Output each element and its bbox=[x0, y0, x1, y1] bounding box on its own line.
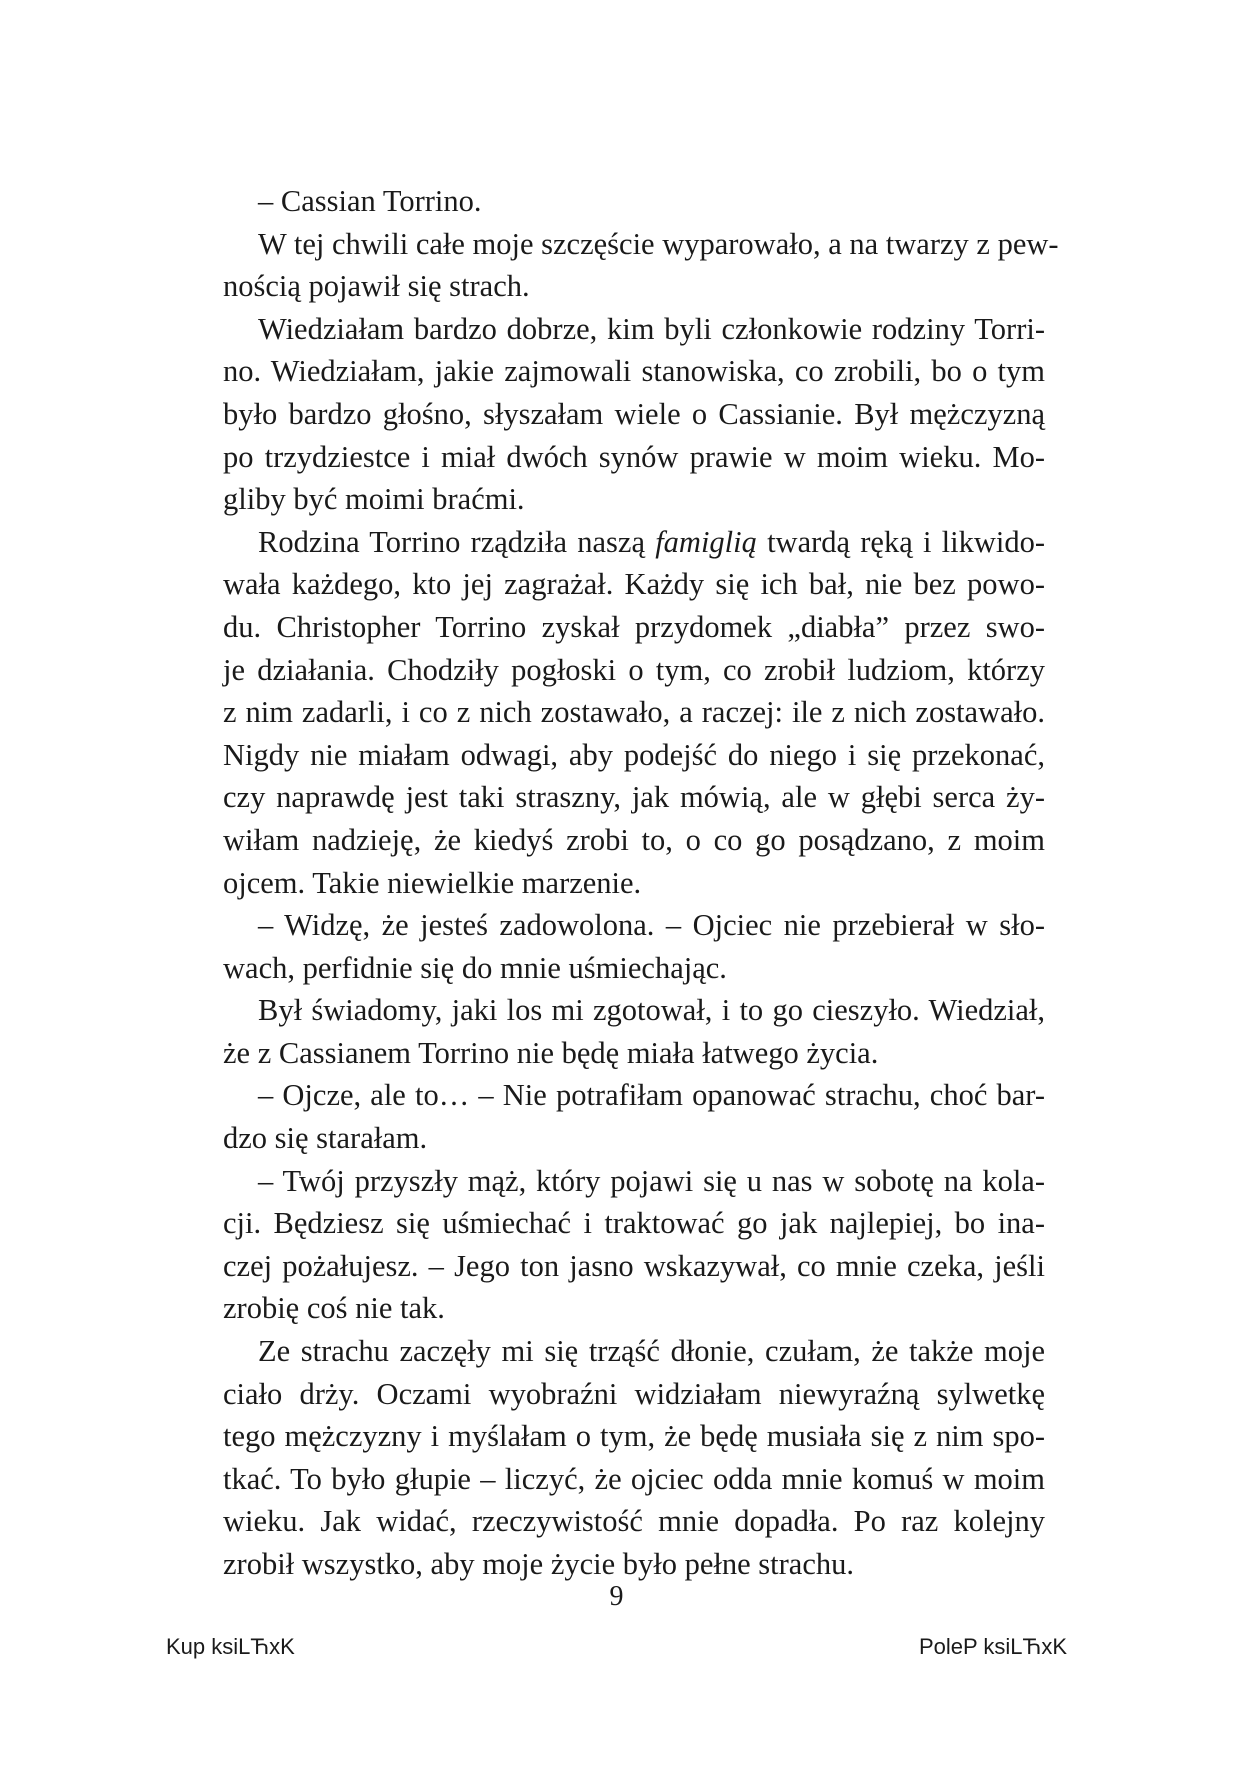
text-line: nością pojawił się strach. bbox=[223, 269, 530, 304]
text-line: tkać. To było głupie – liczyć, że ojciec odda mnie komuś w moim bbox=[223, 1461, 1045, 1496]
text-segment: twardą ręką i likwido- bbox=[756, 524, 1045, 559]
text-line: Nigdy nie miałam odwagi, aby podejść do niego i się przekonać, bbox=[223, 737, 1045, 772]
body-text bbox=[223, 180, 1059, 1586]
text-line: dzo się starałam. bbox=[223, 1121, 428, 1156]
text-line bbox=[223, 521, 1045, 564]
footer-buy-link[interactable]: Kup ksiLЋxK bbox=[166, 1634, 295, 1659]
text-line: wała każdego, kto jej zagrażał. Każdy się ich bał, nie bez powo- bbox=[223, 567, 1045, 602]
text-line: czej pożałujesz. – Jego ton jasno wskazywał, co mnie czeka, jeśli bbox=[223, 1248, 1045, 1283]
footer-recommend-link[interactable]: PoleP ksiLЋxK bbox=[918, 1634, 1067, 1659]
text-line: – Twój przyszły mąż, który pojawi się u nas w sobotę na kola- bbox=[258, 1163, 1045, 1198]
text-line: zrobił wszystko, aby moje życie było pełne strachu. bbox=[223, 1547, 854, 1581]
paragraph bbox=[223, 1074, 1045, 1159]
italic-word: famiglią bbox=[655, 524, 757, 559]
text-line: Wiedziałam bardzo dobrze, kim byli członkowie rodziny Torri- bbox=[258, 311, 1045, 346]
text-line: czy naprawdę jest taki straszny, jak mówią, ale w głębi serca ży- bbox=[223, 780, 1045, 815]
text-line: wieku. Jak widać, rzeczywistość mnie dopadła. Po raz kolejny bbox=[223, 1504, 1045, 1539]
paragraph bbox=[223, 1330, 1045, 1586]
paragraph bbox=[223, 308, 1045, 521]
text-line: że z Cassianem Torrino nie będę miała łatwego życia. bbox=[223, 1035, 879, 1070]
text-line: ciało drży. Oczami wyobraźni widziałam niewyraźną sylwetkę bbox=[223, 1376, 1045, 1411]
text-line: gliby być moimi braćmi. bbox=[223, 482, 525, 517]
text-line: było bardzo głośno, słyszałam wiele o Cassianie. Był mężczyzną bbox=[223, 396, 1045, 431]
text-line: tego mężczyzny i myślałam o tym, że będę musiała się z nim spo- bbox=[223, 1419, 1045, 1454]
text-line: Był świadomy, jaki los mi zgotował, i to go cieszyło. Wiedział, bbox=[258, 993, 1045, 1028]
text-line: wiłam nadzieję, że kiedyś zrobi to, o co go posądzano, z moim bbox=[223, 822, 1045, 857]
paragraph bbox=[223, 521, 1045, 904]
text-line: cji. Będziesz się uśmiechać i traktować go jak najlepiej, bo ina- bbox=[223, 1206, 1045, 1241]
text-line: – Widzę, że jesteś zadowolona. – Ojciec nie przebierał w sło- bbox=[258, 908, 1045, 943]
text-line: wach, perfidnie się do mnie uśmiechając. bbox=[223, 950, 727, 985]
paragraph bbox=[223, 1160, 1045, 1330]
paragraph bbox=[223, 223, 1059, 308]
paragraph bbox=[223, 180, 1045, 223]
text-line: – Cassian Torrino. bbox=[258, 184, 482, 218]
text-line: du. Christopher Torrino zyskał przydomek „diabła” przez swo- bbox=[223, 609, 1045, 644]
page-number: 9 bbox=[609, 1581, 624, 1612]
text-line: no. Wiedziałam, jakie zajmowali stanowiska, co zrobili, bo o tym bbox=[223, 354, 1045, 389]
text-line: z nim zadarli, i co z nich zostawało, a raczej: ile z nich zostawało. bbox=[223, 695, 1045, 730]
text-line: zrobię coś nie tak. bbox=[223, 1291, 445, 1326]
text-line: – Ojcze, ale to… – Nie potrafiłam opanować strachu, choć bar- bbox=[258, 1078, 1045, 1113]
text-line: W tej chwili całe moje szczęście wyparowało, a na twarzy z pew- bbox=[258, 226, 1059, 261]
text-line: Ze strachu zaczęły mi się trząść dłonie, czułam, że także moje bbox=[258, 1334, 1045, 1369]
text-line: ojcem. Takie niewielkie marzenie. bbox=[223, 865, 642, 900]
text-segment: Rodzina Torrino rządziła naszą bbox=[258, 524, 656, 559]
text-line: je działania. Chodziły pogłoski o tym, co zrobił ludziom, którzy bbox=[223, 652, 1045, 687]
paragraph bbox=[223, 989, 1045, 1074]
paragraph bbox=[223, 904, 1045, 989]
text-line: po trzydziestce i miał dwóch synów prawie w moim wieku. Mo- bbox=[223, 439, 1045, 474]
